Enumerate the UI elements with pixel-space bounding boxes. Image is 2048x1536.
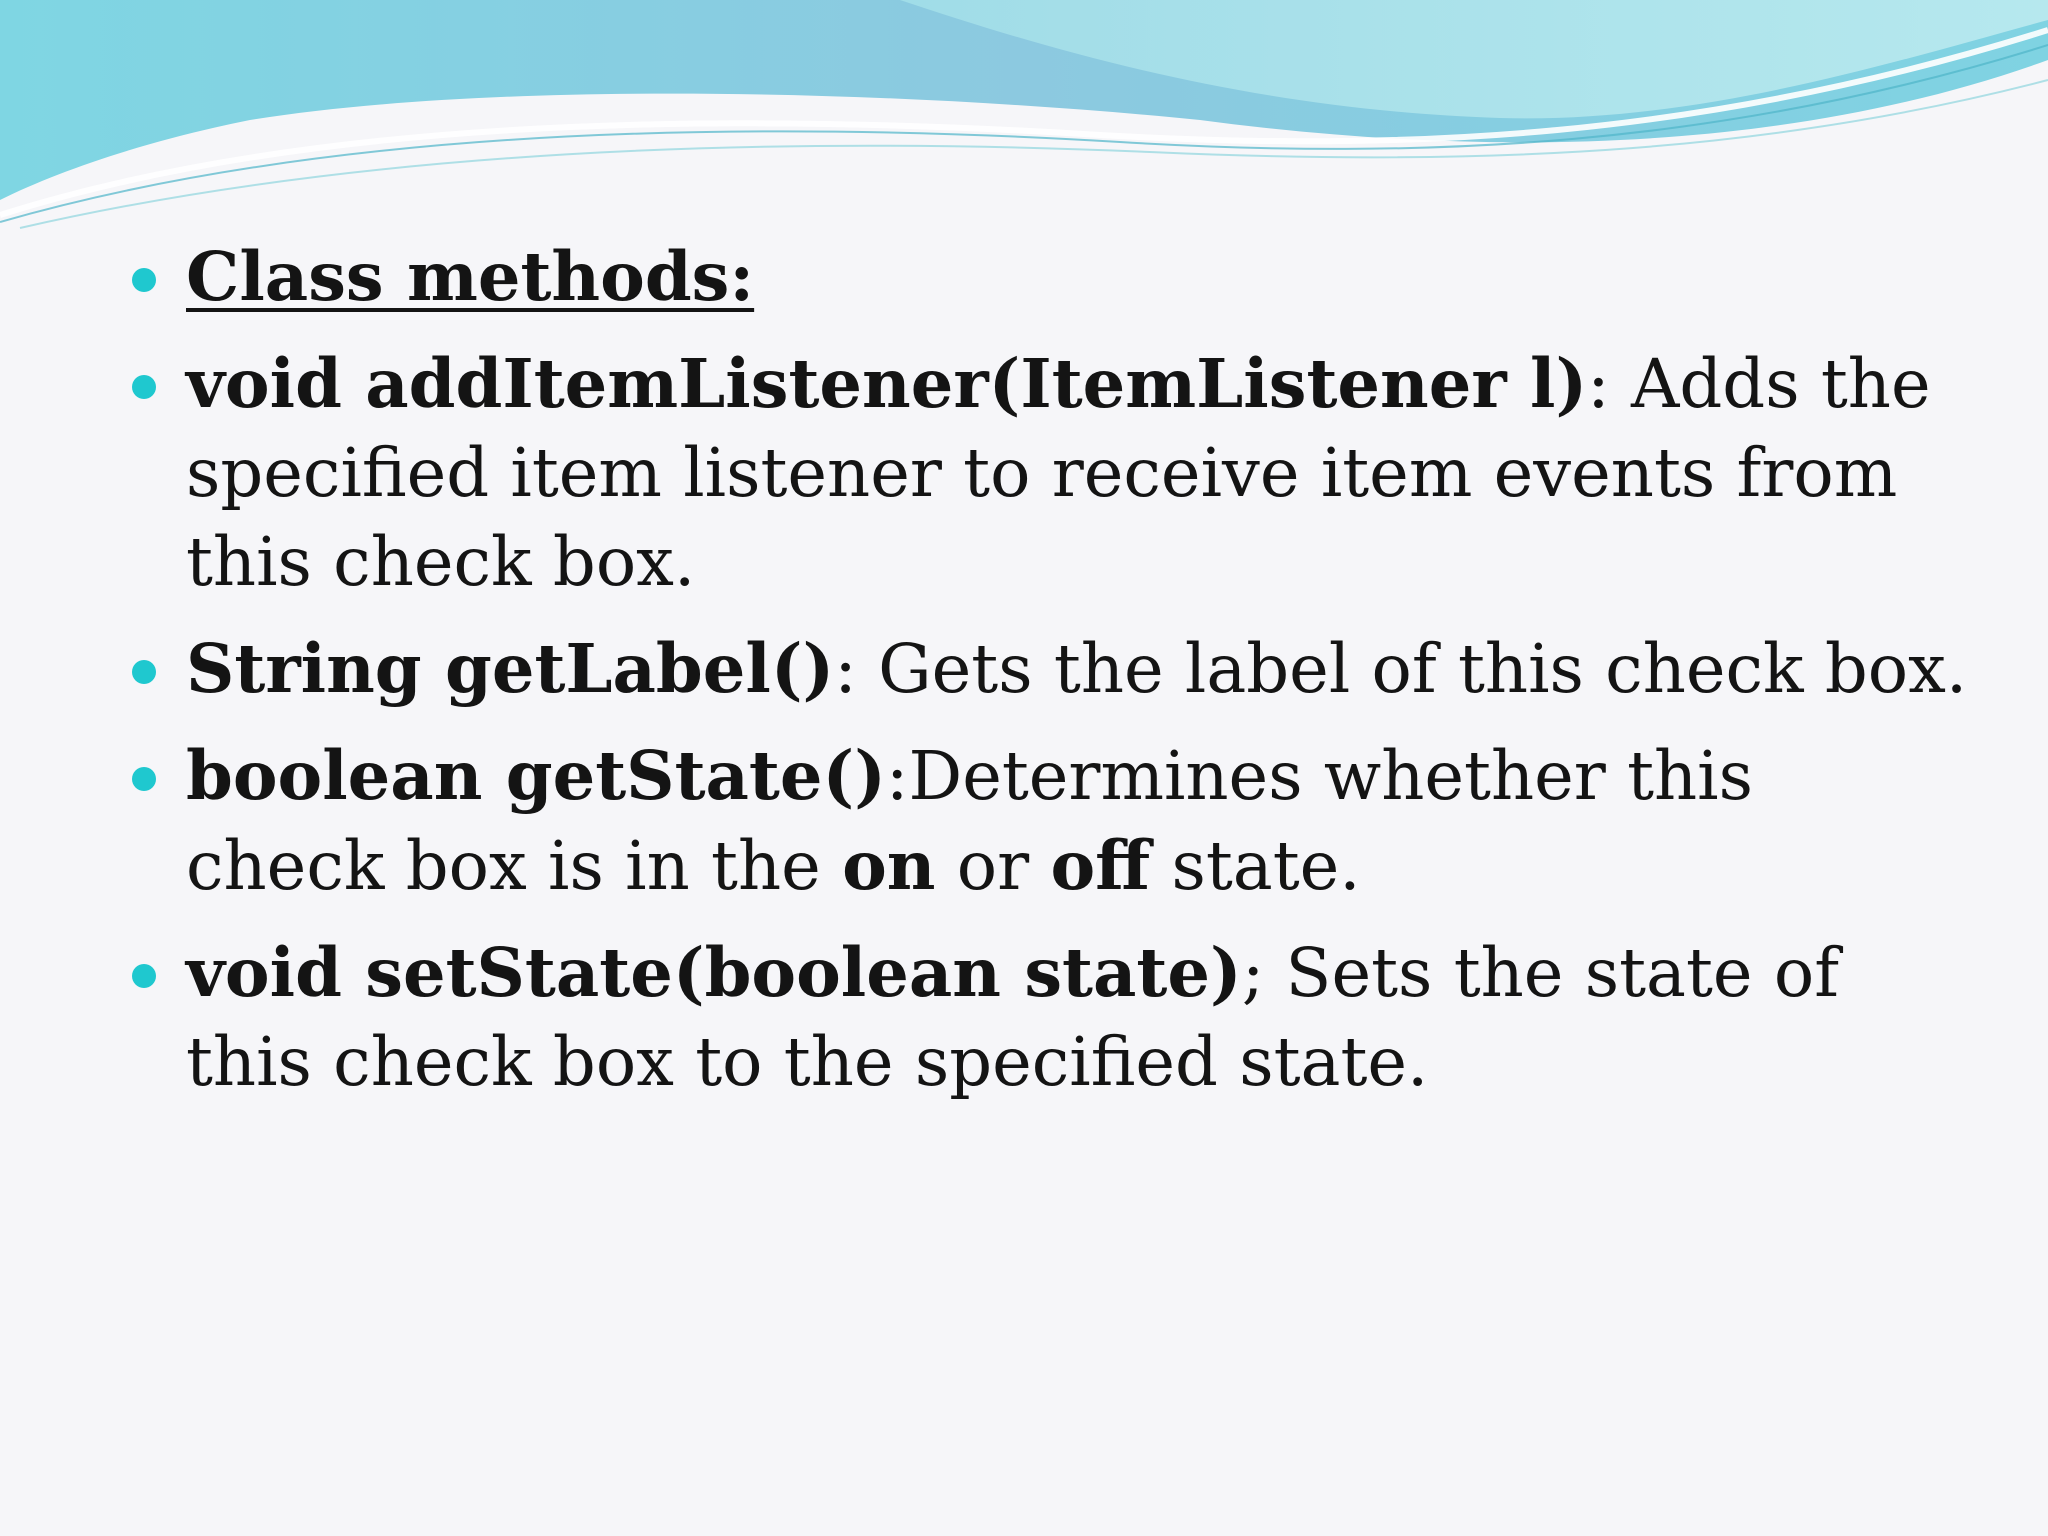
method-signature: off xyxy=(1050,826,1151,905)
bullet-dot-icon xyxy=(132,660,156,684)
description-text: or xyxy=(935,827,1051,905)
bullet-dot-icon xyxy=(132,964,156,988)
bullet-item xyxy=(128,731,1968,911)
bullet-item xyxy=(128,339,1968,607)
description-text: :Determines whether this check box is in the xyxy=(186,737,1753,905)
bullet-item xyxy=(128,928,1968,1107)
bullet-item xyxy=(128,232,1968,322)
method-signature: boolean getState() xyxy=(186,736,886,815)
slide-content xyxy=(128,232,1968,1124)
description-text: : Adds the specified item listener to receive item events from this check box. xyxy=(186,345,1931,601)
method-signature: String getLabel() xyxy=(186,629,835,708)
bullet-dot-icon xyxy=(132,767,156,791)
method-signature: void addItemListener(ItemListener l) xyxy=(186,344,1588,423)
bullet-dot-icon xyxy=(132,375,156,399)
bullet-list xyxy=(128,232,1968,1107)
description-text: : Gets the label of this check box. xyxy=(834,630,1968,708)
bullet-item xyxy=(128,624,1968,714)
bullet-dot-icon xyxy=(132,268,156,292)
description-text: state. xyxy=(1150,827,1361,905)
section-heading: Class methods: xyxy=(186,237,755,316)
method-signature: on xyxy=(842,826,936,905)
description-text: ; Sets the state of this check box to the specified state. xyxy=(186,934,1839,1101)
method-signature: void setState(boolean state) xyxy=(186,933,1242,1012)
header-wave-decoration xyxy=(0,0,2048,240)
